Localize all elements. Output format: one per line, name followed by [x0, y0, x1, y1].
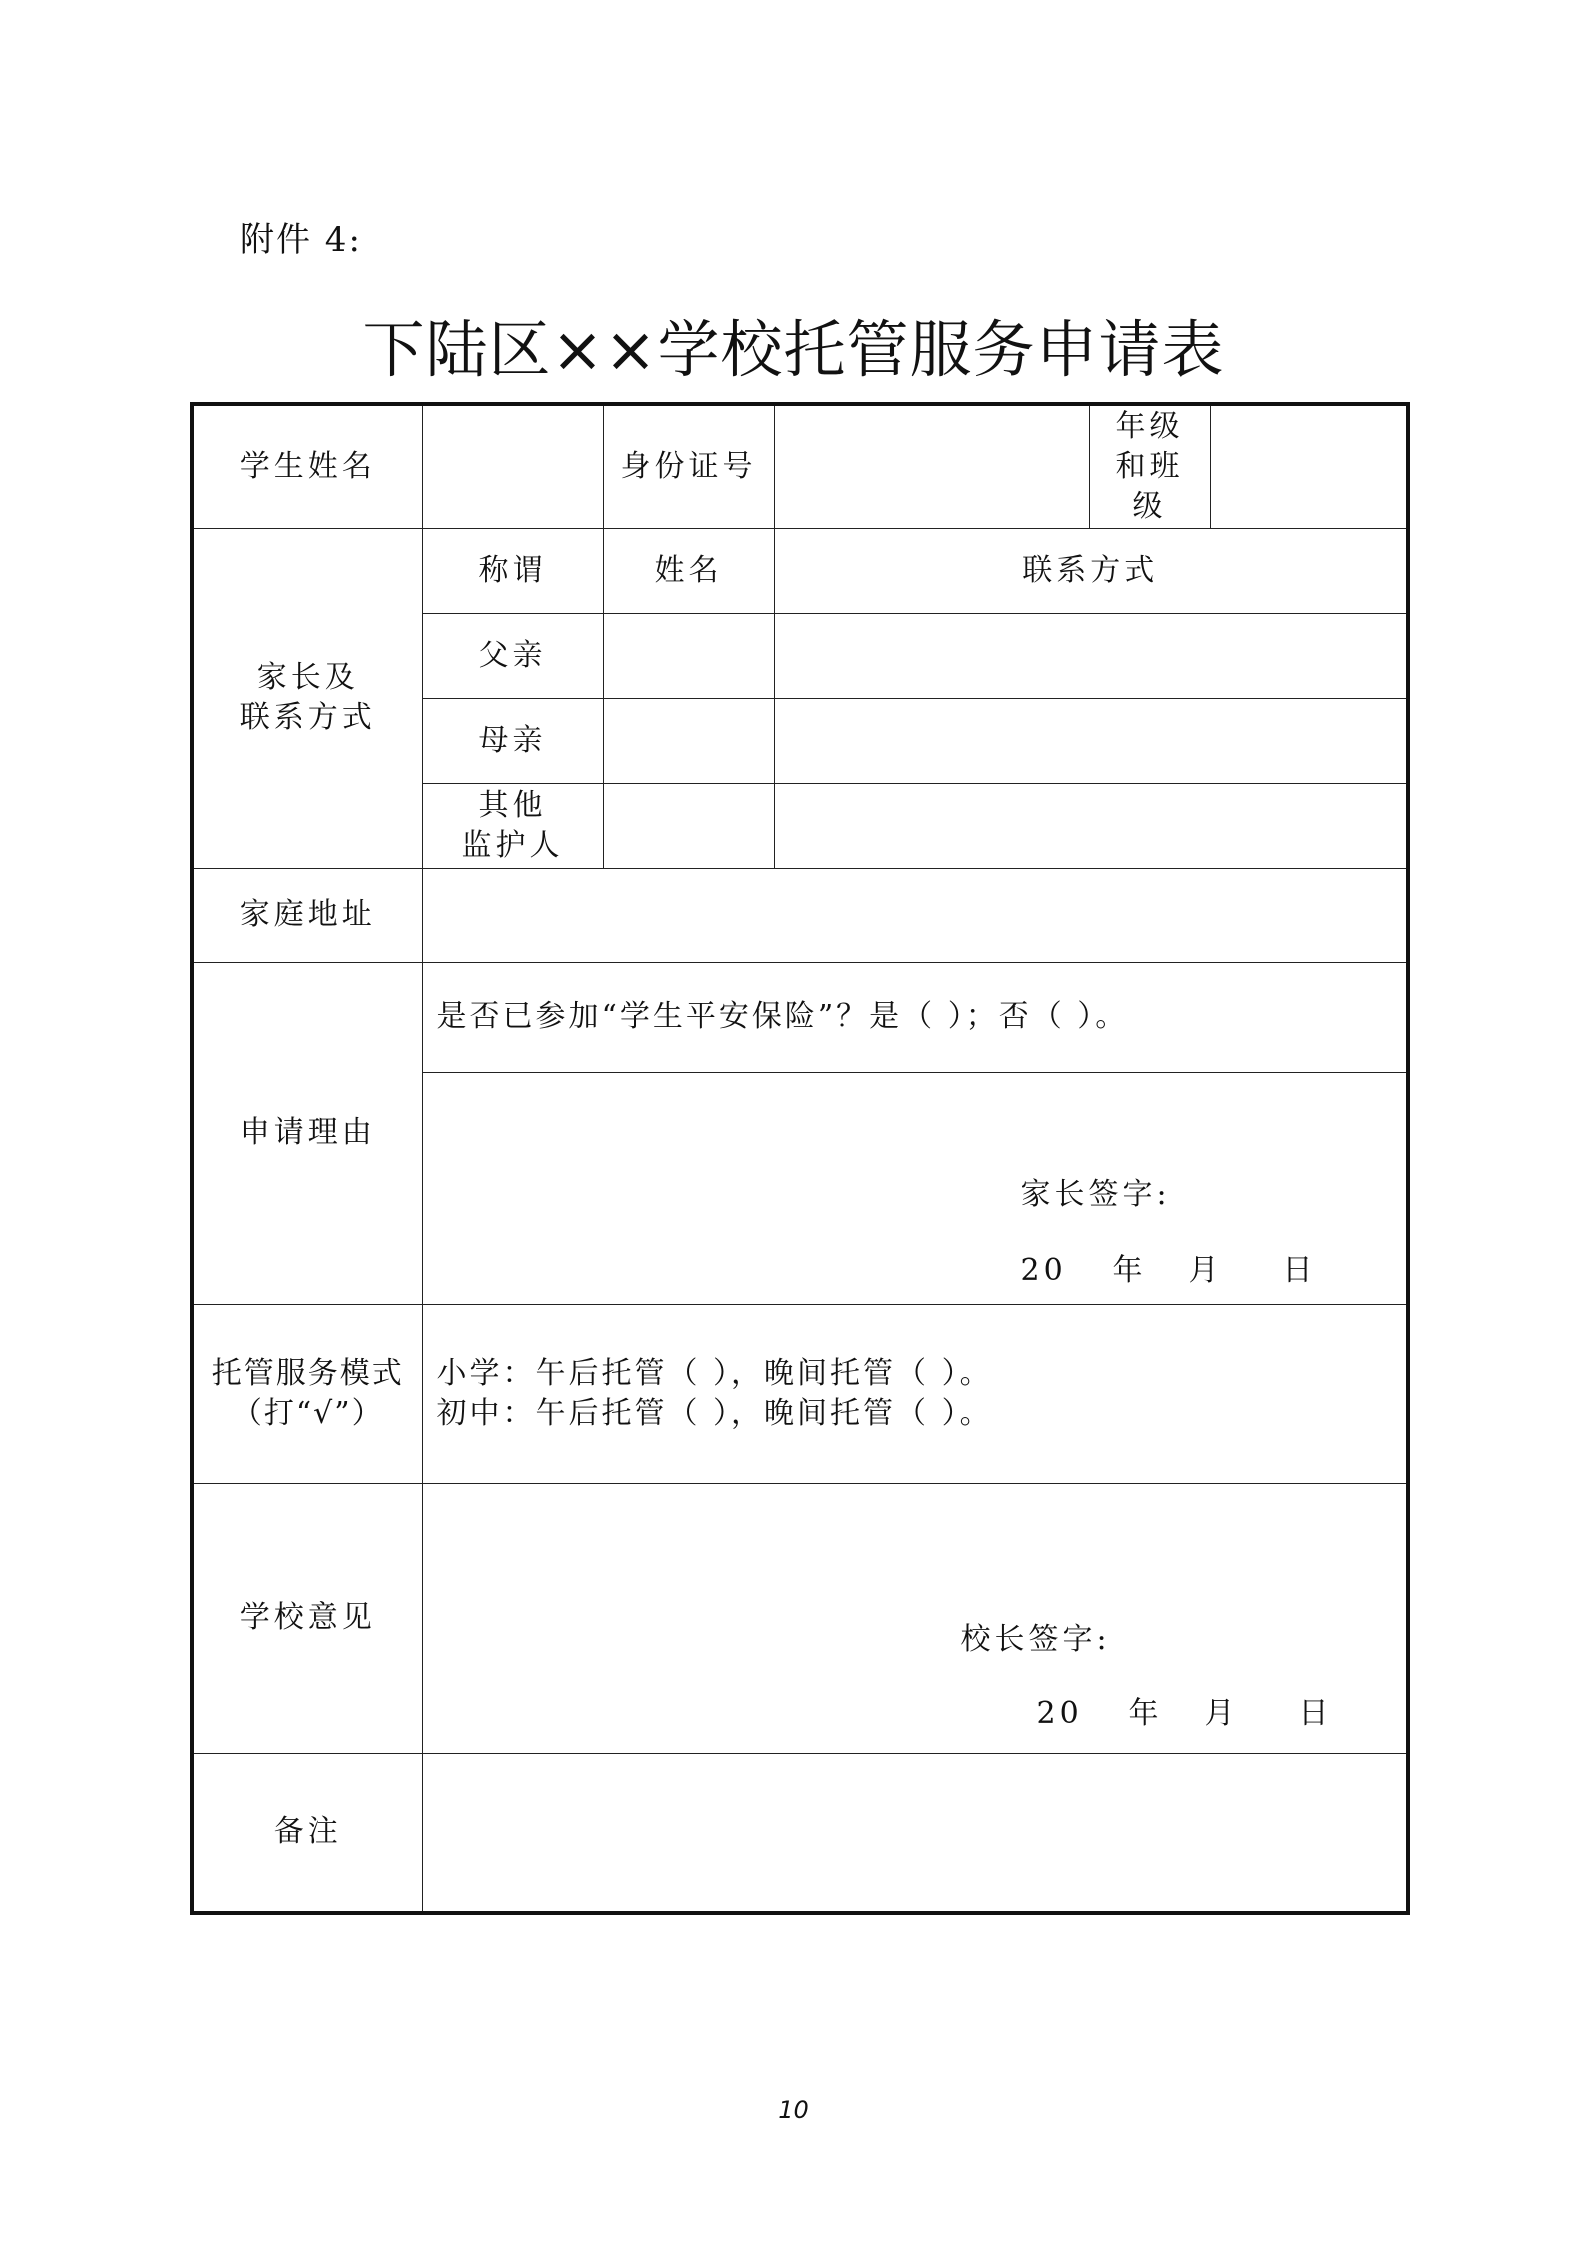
service-mode-options[interactable] — [422, 1304, 1408, 1483]
grade-class-label — [1089, 404, 1210, 528]
principal-signature-label: 校长签字: — [960, 1621, 1111, 1657]
grade-class-label-line2: 和班 — [1115, 448, 1184, 484]
reason-label: 申请理由 — [192, 962, 422, 1304]
other-guardian-label-line2: 监护人 — [461, 827, 564, 863]
row-parents-header — [192, 528, 1408, 613]
attachment-label: 附件 4: — [240, 220, 362, 260]
parent-date-year: 20 — [1020, 1252, 1067, 1288]
other-guardian-name-field[interactable] — [603, 783, 774, 868]
school-opinion-label: 学校意见 — [192, 1483, 422, 1753]
school-opinion-field[interactable] — [422, 1483, 1408, 1753]
middle-school-option[interactable]: 初中：午后托管（ ），晚间托管（ ）。 — [436, 1395, 993, 1431]
parents-section-label — [192, 528, 422, 868]
mother-label: 母亲 — [422, 698, 603, 783]
other-guardian-contact-field[interactable] — [774, 783, 1408, 868]
other-guardian-label — [422, 783, 603, 868]
remarks-label: 备注 — [192, 1753, 422, 1913]
address-field[interactable] — [422, 868, 1408, 962]
col-name-header: 姓名 — [603, 528, 774, 613]
principal-signature-date — [1037, 1694, 1337, 1734]
principal-date-year-unit: 年 — [1128, 1695, 1163, 1731]
parents-section-label-line2: 联系方式 — [239, 700, 376, 735]
application-form-table — [190, 402, 1410, 1915]
student-name-label: 学生姓名 — [192, 404, 422, 528]
reason-field[interactable] — [422, 1072, 1408, 1304]
service-mode-label — [192, 1304, 422, 1483]
parent-signature-date — [1021, 1251, 1321, 1291]
father-label: 父亲 — [422, 613, 603, 698]
primary-school-option[interactable]: 小学：午后托管（ ），晚间托管（ ）。 — [436, 1355, 993, 1391]
principal-date-year: 20 — [1036, 1695, 1083, 1731]
grade-class-label-line1: 年级 — [1115, 408, 1184, 444]
col-contact-header: 联系方式 — [774, 528, 1408, 613]
principal-date-day-unit: 日 — [1298, 1695, 1333, 1731]
col-relation-header: 称谓 — [422, 528, 603, 613]
id-number-field[interactable] — [774, 404, 1089, 528]
parent-date-day-unit: 日 — [1282, 1252, 1317, 1288]
insurance-question[interactable]: 是否已参加“学生平安保险”？是（ ）；否（ ）。 — [422, 962, 1408, 1072]
parents-section-label-line1: 家长及 — [256, 660, 359, 695]
service-mode-label-line2: （打“√”） — [231, 1395, 384, 1431]
row-address — [192, 868, 1408, 962]
mother-name-field[interactable] — [603, 698, 774, 783]
row-remarks — [192, 1753, 1408, 1913]
row-insurance — [192, 962, 1408, 1072]
service-mode-label-line1: 托管服务模式 — [211, 1355, 404, 1391]
other-guardian-label-line1: 其他 — [478, 787, 547, 823]
parent-date-month-unit: 月 — [1188, 1252, 1223, 1288]
page-number: 10 — [778, 2096, 809, 2124]
parent-date-year-unit: 年 — [1112, 1252, 1147, 1288]
remarks-field[interactable] — [422, 1753, 1408, 1913]
father-contact-field[interactable] — [774, 613, 1408, 698]
student-name-field[interactable] — [422, 404, 603, 528]
address-label: 家庭地址 — [192, 868, 422, 962]
row-service-mode — [192, 1304, 1408, 1483]
father-name-field[interactable] — [603, 613, 774, 698]
parent-signature-label: 家长签字: — [1020, 1176, 1171, 1212]
form-title: 下陆区××学校托管服务申请表 — [362, 313, 1225, 386]
grade-class-label-line3: 级 — [1132, 488, 1167, 524]
grade-class-field[interactable] — [1210, 404, 1408, 528]
principal-date-month-unit: 月 — [1204, 1695, 1239, 1731]
mother-contact-field[interactable] — [774, 698, 1408, 783]
id-number-label: 身份证号 — [603, 404, 774, 528]
row-student — [192, 404, 1408, 528]
row-school-opinion — [192, 1483, 1408, 1753]
